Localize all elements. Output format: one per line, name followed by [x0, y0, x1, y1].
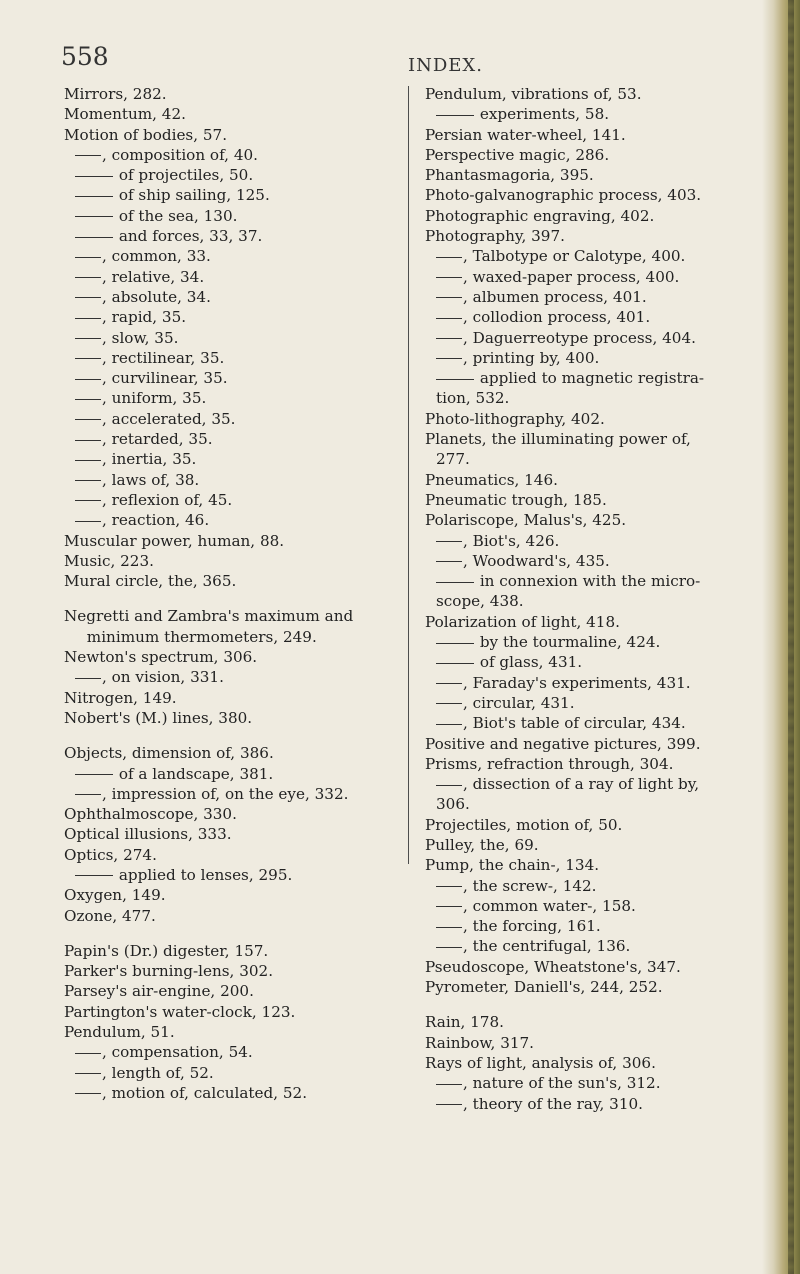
index-entry: Pseudoscope, Wheatstone's, 347.: [425, 957, 681, 976]
index-subentry: , curvilinear, 35.: [102, 369, 228, 388]
index-subentry: , compensation, 54.: [102, 1043, 253, 1062]
ditto-dash: [75, 277, 101, 278]
ditto-dash: [75, 678, 101, 679]
index-entry: Pulley, the, 69.: [425, 835, 539, 854]
index-entry: Pneumatics, 146.: [425, 470, 558, 489]
index-subentry: of ship sailing, 125.: [118, 186, 270, 205]
ditto-dash: [75, 216, 113, 217]
ditto-dash: [75, 358, 101, 359]
column-divider: [408, 86, 409, 864]
index-entry: Photo-lithography, 402.: [425, 409, 605, 428]
index-entry-continuation: 306.: [436, 795, 470, 814]
index-subentry: , reaction, 46.: [102, 511, 210, 530]
index-subentry: , collodion process, 401.: [463, 308, 651, 327]
ditto-dash: [436, 379, 474, 380]
index-column-right: [425, 84, 773, 1114]
index-subentry: , Biot's table of circular, 434.: [463, 714, 686, 733]
ditto-dash: [436, 683, 462, 684]
index-column-left: [64, 84, 394, 1103]
index-subentry: in connexion with the micro-: [479, 572, 701, 591]
ditto-dash: [75, 794, 101, 795]
index-entry: Nobert's (M.) lines, 380.: [64, 708, 253, 727]
index-entry: Pump, the chain-, 134.: [425, 856, 600, 875]
index-entry: Pendulum, 51.: [64, 1023, 175, 1042]
ditto-dash: [75, 1093, 101, 1094]
ditto-dash: [436, 338, 462, 339]
index-entry: Parker's burning-lens, 302.: [64, 962, 274, 981]
index-subentry: , Woodward's, 435.: [463, 551, 610, 570]
index-entry: Mirrors, 282.: [64, 85, 167, 103]
ditto-dash: [75, 399, 101, 400]
index-subentry: of a landscape, 381.: [118, 764, 274, 783]
index-entry: Rain, 178.: [425, 1013, 504, 1032]
ditto-dash: [436, 582, 474, 583]
ditto-dash: [75, 155, 101, 156]
index-entry: Positive and negative pictures, 399.: [425, 734, 701, 753]
ditto-dash: [75, 379, 101, 380]
index-entry: Optics, 274.: [64, 845, 157, 864]
index-entry: Prisms, refraction through, 304.: [425, 754, 674, 773]
index-entry: Papin's (Dr.) digester, 157.: [64, 941, 269, 960]
index-subentry: , common, 33.: [102, 247, 211, 266]
index-subentry: by the tourmaline, 424.: [479, 633, 661, 652]
index-entry: Oxygen, 149.: [64, 886, 166, 905]
ditto-dash: [75, 338, 101, 339]
ditto-dash: [436, 886, 462, 887]
index-subentry: applied to magnetic registra-: [479, 369, 705, 388]
ditto-dash: [436, 541, 462, 542]
index-subentry: , on vision, 331.: [102, 668, 224, 687]
ditto-dash: [75, 419, 101, 420]
index-subentry: experiments, 58.: [479, 105, 610, 124]
index-entry: Phantasmagoria, 395.: [425, 166, 594, 185]
page-number: 558: [61, 42, 109, 71]
index-subentry: , Talbotype or Calotype, 400.: [463, 247, 686, 266]
ditto-dash: [436, 1084, 462, 1085]
index-entry: Projectiles, motion of, 50.: [425, 815, 623, 834]
index-subentry: , relative, 34.: [102, 267, 205, 286]
index-subentry: , inertia, 35.: [102, 450, 197, 469]
ditto-dash: [75, 460, 101, 461]
ditto-dash: [436, 257, 462, 258]
index-subentry: , nature of the sun's, 312.: [463, 1074, 661, 1093]
ditto-dash: [436, 561, 462, 562]
index-subentry: , circular, 431.: [463, 693, 575, 712]
index-entry-continuation: 277.: [436, 450, 470, 469]
ditto-dash: [75, 440, 101, 441]
index-entry: Perspective magic, 286.: [425, 145, 610, 164]
index-subentry: , Daguerreotype process, 404.: [463, 328, 696, 347]
binding-shadow: [788, 0, 794, 1274]
index-subentry: , accelerated, 35.: [102, 409, 236, 428]
index-entry: Photographic engraving, 402.: [425, 206, 655, 225]
index-subentry: , common water-, 158.: [463, 896, 636, 915]
index-entry: Parsey's air-engine, 200.: [64, 982, 254, 1001]
index-entry: Mural circle, the, 365.: [64, 572, 237, 591]
index-subentry: , the screw-, 142.: [463, 876, 597, 895]
ditto-dash: [436, 785, 462, 786]
index-subentry: , rapid, 35.: [102, 308, 187, 327]
ditto-dash: [75, 521, 101, 522]
index-subentry: , the forcing, 161.: [463, 917, 601, 936]
index-subentry: , impression of, on the eye, 332.: [102, 784, 349, 803]
index-subentry: , theory of the ray, 310.: [463, 1094, 643, 1113]
ditto-dash: [436, 643, 474, 644]
index-entry: Rainbow, 317.: [425, 1033, 535, 1052]
ditto-dash: [75, 196, 113, 197]
book-edge: [762, 0, 800, 1274]
index-entry: Momentum, 42.: [64, 105, 186, 124]
index-subentry: and forces, 33, 37.: [118, 227, 263, 246]
ditto-dash: [436, 927, 462, 928]
index-entry: Photography, 397.: [425, 227, 565, 246]
index-subentry: of glass, 431.: [479, 653, 583, 672]
ditto-dash: [436, 663, 474, 664]
index-subentry: , reflexion of, 45.: [102, 490, 233, 509]
index-entry: Music, 223.: [64, 551, 154, 570]
index-entry: Pendulum, vibrations of, 53.: [425, 85, 642, 103]
index-subentry: of projectiles, 50.: [118, 166, 254, 185]
ditto-dash: [75, 1053, 101, 1054]
index-subentry: , the centrifugal, 136.: [463, 937, 631, 956]
index-subentry: , slow, 35.: [102, 328, 179, 347]
index-subentry: , laws of, 38.: [102, 470, 200, 489]
ditto-dash: [436, 724, 462, 725]
index-entry-continuation: tion, 532.: [436, 389, 510, 408]
index-subentry: , length of, 52.: [102, 1063, 214, 1082]
index-subentry: , absolute, 34.: [102, 287, 211, 306]
ditto-dash: [75, 774, 113, 775]
ditto-dash: [436, 277, 462, 278]
index-subentry: , uniform, 35.: [102, 389, 207, 408]
ditto-dash: [436, 703, 462, 704]
ditto-dash: [436, 115, 474, 116]
ditto-dash: [75, 176, 113, 177]
index-subentry: , motion of, calculated, 52.: [102, 1083, 308, 1102]
index-subentry: , albumen process, 401.: [463, 287, 647, 306]
index-entry: Ophthalmoscope, 330.: [64, 805, 237, 824]
index-entry-continuation: scope, 438.: [436, 592, 524, 611]
index-entry: Persian water-wheel, 141.: [425, 125, 626, 144]
ditto-dash: [436, 906, 462, 907]
ditto-dash: [75, 237, 113, 238]
index-subentry: , retarded, 35.: [102, 430, 213, 449]
index-entry: Nitrogen, 149.: [64, 688, 177, 707]
index-entry: Ozone, 477.: [64, 906, 156, 925]
ditto-dash: [436, 297, 462, 298]
index-subentry: , waxed-paper process, 400.: [463, 267, 680, 286]
ditto-dash: [436, 1104, 462, 1105]
index-subentry: applied to lenses, 295.: [118, 865, 293, 884]
ditto-dash: [75, 480, 101, 481]
index-entry: Muscular power, human, 88.: [64, 531, 285, 550]
running-head: INDEX.: [408, 55, 483, 76]
index-subentry: , dissection of a ray of light by,: [463, 775, 700, 794]
index-subentry: , composition of, 40.: [102, 145, 258, 164]
index-entry: Planets, the illuminating power of,: [425, 430, 691, 449]
ditto-dash: [436, 947, 462, 948]
index-entry: Pneumatic trough, 185.: [425, 490, 607, 509]
index-entry: Negretti and Zambra's maximum and minimum thermometers, 249.: [64, 607, 354, 646]
index-entry: Partington's water-clock, 123.: [64, 1002, 296, 1021]
index-entry: Polariscope, Malus's, 425.: [425, 511, 627, 530]
index-subentry: of the sea, 130.: [118, 206, 238, 225]
index-entry: Pyrometer, Daniell's, 244, 252.: [425, 978, 663, 997]
index-entry: Newton's spectrum, 306.: [64, 648, 258, 667]
ditto-dash: [436, 318, 462, 319]
ditto-dash: [75, 500, 101, 501]
ditto-dash: [75, 1073, 101, 1074]
ditto-dash: [75, 875, 113, 876]
index-entry: Objects, dimension of, 386.: [64, 744, 274, 763]
index-entry: Photo-galvanographic process, 403.: [425, 186, 702, 205]
ditto-dash: [75, 257, 101, 258]
index-subentry: , printing by, 400.: [463, 348, 600, 367]
index-entry: Optical illusions, 333.: [64, 825, 232, 844]
index-subentry: , rectilinear, 35.: [102, 348, 225, 367]
index-subentry: , Biot's, 426.: [463, 531, 560, 550]
ditto-dash: [75, 297, 101, 298]
ditto-dash: [436, 358, 462, 359]
index-entry: Motion of bodies, 57.: [64, 125, 228, 144]
index-subentry: , Faraday's experiments, 431.: [463, 673, 691, 692]
index-entry: Rays of light, analysis of, 306.: [425, 1053, 656, 1072]
ditto-dash: [75, 318, 101, 319]
index-entry: Polarization of light, 418.: [425, 612, 620, 631]
